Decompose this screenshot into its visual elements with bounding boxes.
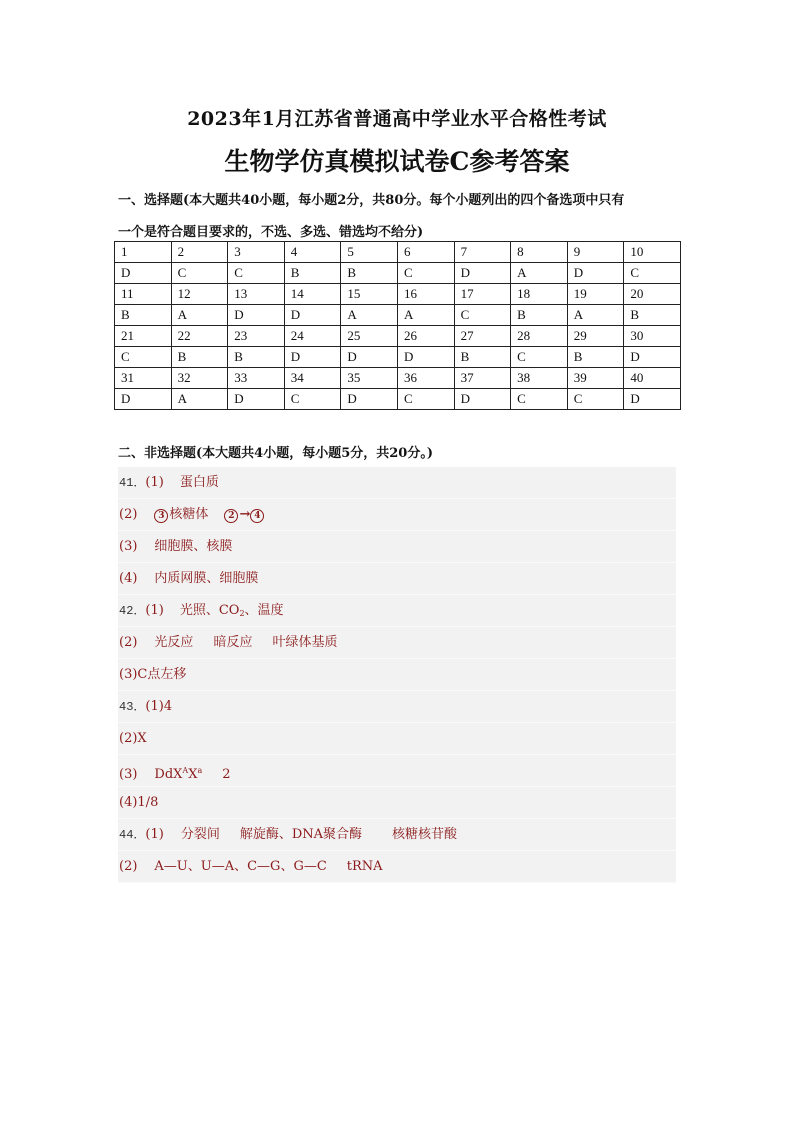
question-number-cell: 30 (624, 326, 681, 347)
answer-row (115, 347, 681, 368)
answer-cell: D (284, 347, 341, 368)
section1-heading (118, 185, 693, 249)
answer-cell: D (115, 263, 172, 284)
exam-title: 2023年1月江苏省普通高中学业水平合格性考试 (187, 108, 607, 130)
answer-text: tRNA (346, 859, 383, 874)
answer-cell: C (228, 263, 285, 284)
question-number-cell: 31 (115, 368, 172, 389)
answer-cell: B (228, 347, 285, 368)
question-number-cell: 34 (284, 368, 341, 389)
question-number-cell: 18 (511, 284, 568, 305)
question-number-cell: 28 (511, 326, 568, 347)
question-number-cell: 21 (115, 326, 172, 347)
question-number-cell: 25 (341, 326, 398, 347)
answer-cell: D (397, 347, 454, 368)
question-number-cell: 22 (171, 326, 228, 347)
question-number-cell: 29 (567, 326, 624, 347)
question-number-cell: 35 (341, 368, 398, 389)
part-label: (4) (119, 571, 138, 586)
multiple-choice-answer-table (114, 241, 681, 410)
circled-number: 3 (154, 509, 168, 523)
question-number-42: 42． (119, 604, 146, 618)
question-number-cell: 10 (624, 242, 681, 263)
circled-number: 2 (224, 509, 238, 523)
section1-heading-line2: 一个是符合题目要求的，不选、多选、错选均不给分) (118, 225, 424, 240)
question-number-43: 43． (119, 700, 146, 714)
answer-text: (2)X (119, 731, 147, 746)
question-number-cell: 39 (567, 368, 624, 389)
question-number-cell: 20 (624, 284, 681, 305)
question-number-cell: 17 (454, 284, 511, 305)
question-number-cell: 40 (624, 368, 681, 389)
answer-line-43-3 (118, 755, 676, 787)
answer-cell: D (454, 263, 511, 284)
answer-text: (4)1/8 (119, 795, 159, 810)
answer-cell: A (171, 389, 228, 410)
question-number-cell: 36 (397, 368, 454, 389)
answer-cell: A (567, 305, 624, 326)
superscript: A (182, 766, 189, 775)
question-number-cell: 27 (454, 326, 511, 347)
answer-text: A—U、U—A、C—G、G—C (154, 859, 327, 874)
answer-line-42-3 (118, 659, 676, 691)
question-number-row (115, 326, 681, 347)
answer-line-43-4 (118, 787, 676, 819)
answer-cell: B (454, 347, 511, 368)
question-number-row (115, 242, 681, 263)
subscript: 2 (239, 609, 245, 618)
answer-cell: D (624, 347, 681, 368)
answer-cell: A (397, 305, 454, 326)
answer-cell: C (624, 263, 681, 284)
answer-row (115, 305, 681, 326)
answer-cell: D (341, 389, 398, 410)
answer-text: (3)C点左移 (119, 667, 187, 682)
answer-cell: C (511, 389, 568, 410)
answer-cell: C (511, 347, 568, 368)
answer-cell: D (624, 389, 681, 410)
answer-line-41-2 (118, 499, 676, 531)
section2-heading: 二、非选择题(本大题共4小题，每小题5分，共20分。) (118, 446, 433, 461)
answer-text: 叶绿体基质 (272, 635, 338, 650)
question-number-cell: 11 (115, 284, 172, 305)
arrow-symbol: → (239, 507, 251, 522)
question-number-cell: 13 (228, 284, 285, 305)
answer-text: 暗反应 (213, 635, 253, 650)
answer-text: 蛋白质 (179, 475, 219, 490)
answer-text: 核糖体 (169, 507, 209, 522)
answer-text: (1)4 (145, 699, 173, 714)
circled-number: 4 (250, 509, 264, 523)
question-number-cell: 3 (228, 242, 285, 263)
question-number-cell: 8 (511, 242, 568, 263)
superscript: a (197, 766, 203, 775)
answer-text: 内质网膜、细胞膜 (154, 571, 259, 586)
answer-line-44-1 (118, 819, 676, 851)
part-label: (3) (119, 767, 138, 782)
answer-text: X (188, 767, 198, 782)
question-number-41: 41． (119, 476, 146, 490)
answer-cell: B (567, 347, 624, 368)
answer-text: 、温度 (244, 603, 284, 618)
answer-cell: C (284, 389, 341, 410)
answer-line-41-4 (118, 563, 676, 595)
question-number-cell: 7 (454, 242, 511, 263)
answer-text: 核糖核苷酸 (392, 827, 458, 842)
part-label: (2) (119, 859, 138, 874)
answer-line-44-2 (118, 851, 676, 883)
question-number-cell: 37 (454, 368, 511, 389)
answer-cell: B (171, 347, 228, 368)
part-label: (2) (119, 635, 138, 650)
answer-line-42-2 (118, 627, 676, 659)
question-number-cell: 5 (341, 242, 398, 263)
question-number-cell: 2 (171, 242, 228, 263)
question-number-cell: 26 (397, 326, 454, 347)
answer-cell: A (511, 263, 568, 284)
part-label: (1) (145, 827, 164, 842)
answer-cell: D (228, 305, 285, 326)
part-label: (1) (145, 475, 164, 490)
free-response-answers (118, 467, 676, 883)
question-number-cell: 24 (284, 326, 341, 347)
answer-line-41-3 (118, 531, 676, 563)
question-number-cell: 23 (228, 326, 285, 347)
question-number-44: 44． (119, 828, 146, 842)
question-number-cell: 6 (397, 242, 454, 263)
answer-cell: B (511, 305, 568, 326)
question-number-row (115, 284, 681, 305)
question-number-cell: 4 (284, 242, 341, 263)
answer-cell: B (341, 263, 398, 284)
answer-text: 光反应 (154, 635, 194, 650)
question-number-cell: 19 (567, 284, 624, 305)
part-label: (2) (119, 507, 138, 522)
part-label: (3) (119, 539, 138, 554)
answer-row (115, 389, 681, 410)
answer-cell: D (228, 389, 285, 410)
answer-row (115, 263, 681, 284)
answer-line-41-1 (118, 467, 676, 499)
answer-text: 分裂间 (180, 827, 220, 842)
section1-heading-line1: 一、选择题(本大题共40小题，每小题2分，共80分。每个小题列出的四个备选项中只有 (118, 193, 625, 208)
answer-line-43-1 (118, 691, 676, 723)
answer-cell: C (567, 389, 624, 410)
question-number-cell: 1 (115, 242, 172, 263)
part-label: (1) (145, 603, 164, 618)
answer-text: 解旋酶、DNA聚合酶 (239, 827, 363, 842)
answer-cell: D (567, 263, 624, 284)
answer-line-42-1 (118, 595, 676, 627)
answer-cell: A (341, 305, 398, 326)
question-number-cell: 16 (397, 284, 454, 305)
answer-cell: C (397, 263, 454, 284)
question-number-row (115, 368, 681, 389)
answer-cell: C (454, 305, 511, 326)
answer-cell: D (284, 305, 341, 326)
answer-cell: C (397, 389, 454, 410)
question-number-cell: 32 (171, 368, 228, 389)
question-number-cell: 14 (284, 284, 341, 305)
question-number-cell: 9 (567, 242, 624, 263)
question-number-cell: 12 (171, 284, 228, 305)
answer-cell: D (341, 347, 398, 368)
answer-line-43-2 (118, 723, 676, 755)
question-number-cell: 15 (341, 284, 398, 305)
answer-cell: D (454, 389, 511, 410)
answer-cell: C (171, 263, 228, 284)
answer-cell: D (115, 389, 172, 410)
answer-cell: B (284, 263, 341, 284)
answer-cell: C (115, 347, 172, 368)
answer-text: DdX (154, 767, 183, 782)
answer-text: 光照、CO (179, 603, 240, 618)
answer-text: 2 (222, 767, 231, 782)
question-number-cell: 33 (228, 368, 285, 389)
answer-cell: B (624, 305, 681, 326)
question-number-cell: 38 (511, 368, 568, 389)
answer-cell: A (171, 305, 228, 326)
answer-text: 细胞膜、核膜 (154, 539, 233, 554)
answer-cell: B (115, 305, 172, 326)
exam-subtitle: 生物学仿真模拟试卷C参考答案 (224, 147, 570, 176)
